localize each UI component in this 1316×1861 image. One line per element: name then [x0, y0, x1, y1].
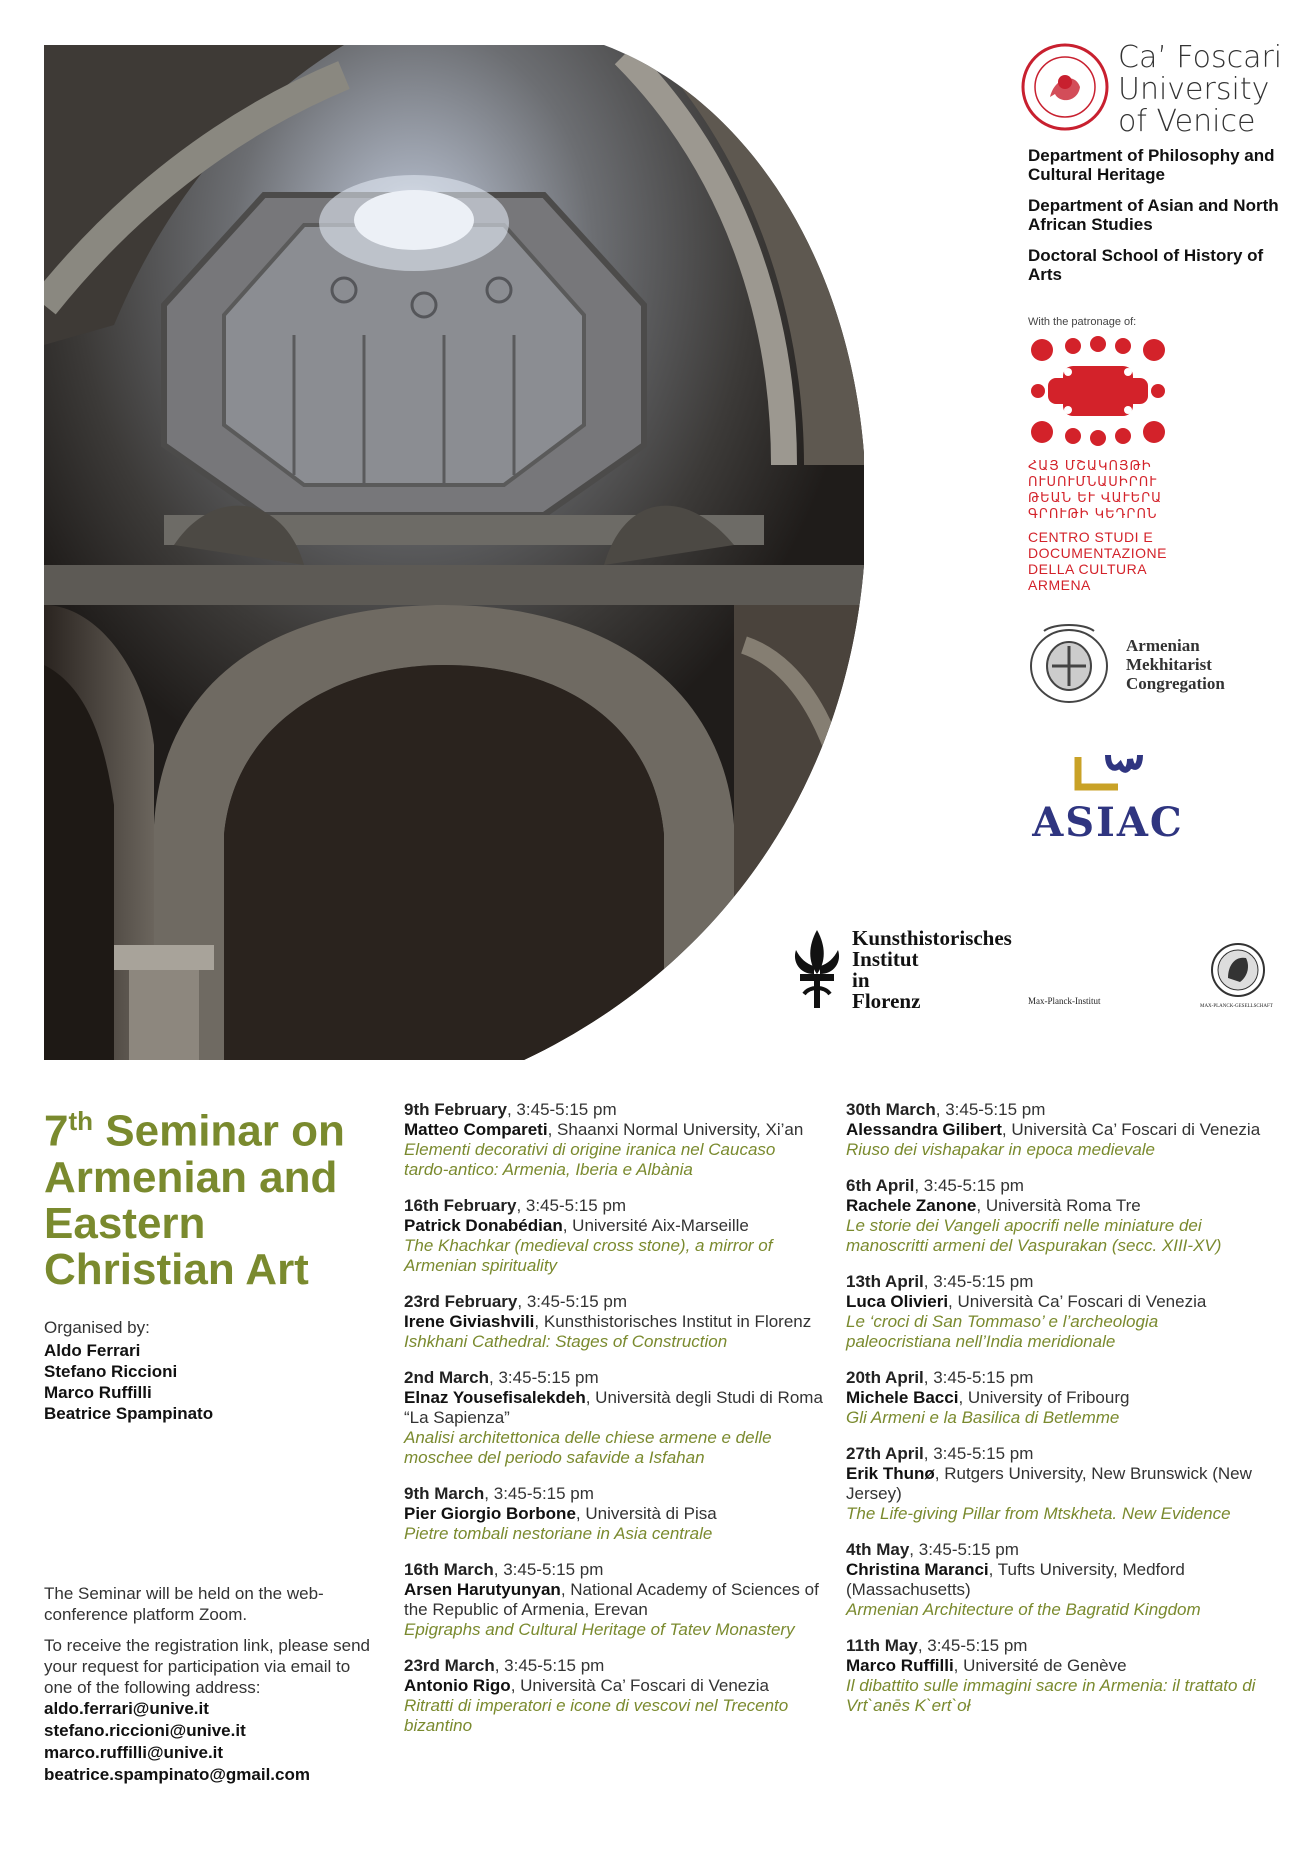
event-time: , 3:45-5:15 pm: [935, 1100, 1046, 1119]
event-title: Armenian Architecture of the Bagratid Kingdom: [846, 1600, 1201, 1619]
asiac-emblem-icon: [1068, 747, 1148, 797]
event-affiliation: , Università Roma Tre: [976, 1196, 1141, 1215]
doctoral-school: Doctoral School of History of Arts: [1028, 246, 1264, 284]
event-date: 30th March: [846, 1100, 936, 1119]
event-affiliation: , Université Aix-Marseille: [562, 1216, 749, 1235]
event-date: 23rd February: [404, 1292, 518, 1311]
event-title: Gli Armeni e la Basilica di Betlemme: [846, 1408, 1120, 1427]
event-date: 11th May: [846, 1636, 918, 1655]
schedule-event: [404, 1196, 824, 1276]
csdca-italian-line: ARMENA: [1028, 577, 1091, 593]
event-speaker: Matteo Compareti: [404, 1120, 548, 1139]
event-date: 6th April: [846, 1176, 915, 1195]
event-affiliation: , Università Ca’ Foscari di Venezia: [1001, 1120, 1261, 1139]
mekhitarist-logo: [1024, 621, 1300, 707]
csdca-italian-line: DELLA CULTURA: [1028, 561, 1148, 577]
event-date: 9th March: [404, 1484, 485, 1503]
organisers-label: Organised by:: [44, 1318, 150, 1337]
event-affiliation: , National Academy of Sciences of the Republic of Armenia, Erevan: [404, 1580, 819, 1619]
department-asian-studies: Department of Asian and North African Studies: [1028, 196, 1279, 234]
khi-name-line: Institut: [852, 947, 919, 971]
mekhitarist-name: [1126, 636, 1225, 693]
schedule-event: [404, 1368, 824, 1468]
unive-name-line: University: [1118, 72, 1270, 107]
event-date: 13th April: [846, 1272, 924, 1291]
event-title: The Khachkar (medieval cross stone), a mirror of Armenian spirituality: [404, 1236, 773, 1275]
khi-name-line: in: [852, 968, 870, 992]
event-title: Le ‘croci di San Tommaso’ e l’archeologia paleocristiana nell’India meridionale: [846, 1312, 1159, 1351]
khi-name-line: Kunsthistorisches: [852, 926, 1012, 950]
church-dome-photo: [44, 45, 864, 1060]
event-affiliation: , Université de Genève: [953, 1656, 1127, 1675]
event-speaker: Christina Maranci: [846, 1560, 989, 1579]
event-time: , 3:45-5:15 pm: [484, 1484, 594, 1503]
event-date: 27th April: [846, 1444, 924, 1463]
event-time: , 3:45-5:15 pm: [917, 1636, 1028, 1655]
event-speaker: Alessandra Gilibert: [846, 1120, 1002, 1139]
event-speaker: Rachele Zanone: [846, 1196, 977, 1215]
organiser-name: Aldo Ferrari: [44, 1341, 141, 1360]
event-speaker: Luca Olivieri: [846, 1292, 949, 1311]
schedule-event: [404, 1656, 824, 1736]
schedule-event: [846, 1540, 1266, 1620]
event-time: , 3:45-5:15 pm: [506, 1100, 617, 1119]
event-time: , 3:45-5:15 pm: [914, 1176, 1024, 1195]
event-time: , 3:45-5:15 pm: [923, 1272, 1034, 1291]
event-speaker: Elnaz Yousefisalekdeh: [404, 1388, 586, 1407]
organiser-name: Beatrice Spampinato: [44, 1404, 214, 1423]
csdca-armenian-line: ՈՒՍՈՒՄՆԱՍԻՐՈՒ: [1028, 475, 1158, 490]
schedule-event: [846, 1444, 1266, 1524]
csdca-logo: [1028, 336, 1300, 593]
event-title: The Life-giving Pillar from Mtskheta. New Evidence: [846, 1504, 1231, 1523]
event-speaker: Arsen Harutyunyan: [404, 1580, 561, 1599]
event-speaker: Patrick Donabédian: [404, 1216, 563, 1235]
department-philosophy: Department of Philosophy and Cultural Heritage: [1028, 146, 1275, 184]
event-speaker: Erik Thunø: [846, 1464, 935, 1483]
organisers-list: [44, 1340, 213, 1424]
event-title: Ishkhani Cathedral: Stages of Construction: [404, 1332, 728, 1351]
event-time: , 3:45-5:15 pm: [923, 1444, 1034, 1463]
schedule-event: [404, 1100, 824, 1180]
event-time: , 3:45-5:15 pm: [489, 1368, 599, 1387]
email-link[interactable]: aldo.ferrari@unive.it: [44, 1699, 209, 1718]
logos-column: [1020, 42, 1300, 844]
schedule-event: [846, 1368, 1266, 1428]
event-title: Le storie dei Vangeli apocrifi nelle miniature dei manoscritti armeni del Vaspurakan (secc. XIII-XV): [846, 1216, 1222, 1255]
csdca-italian-line: CENTRO STUDI E: [1028, 529, 1154, 545]
event-affiliation: , Kunsthistorisches Institut in Florenz: [534, 1312, 812, 1331]
patronage-label: With the patronage of:: [1028, 316, 1137, 328]
csdca-armenian-line: ՀԱՅ ՄՇԱԿՈՅԹԻ: [1028, 459, 1152, 474]
organiser-name: Marco Ruffilli: [44, 1383, 152, 1402]
mekhitarist-name-line: Congregation: [1126, 673, 1225, 693]
unive-logo: [1020, 42, 1300, 138]
event-date: 4th May: [846, 1540, 910, 1559]
event-date: 9th February: [404, 1100, 507, 1119]
schedule-event: [846, 1636, 1266, 1716]
event-title: Analisi architettonica delle chiese armene e delle moschee del periodo safavide a Isfahan: [404, 1428, 772, 1467]
khi-logo-row: [790, 928, 1310, 1018]
event-time: , 3:45-5:15 pm: [923, 1368, 1034, 1387]
event-time: , 3:45-5:15 pm: [494, 1656, 605, 1675]
event-speaker: Pier Giorgio Borbone: [404, 1504, 576, 1523]
event-date: 2nd March: [404, 1368, 490, 1387]
csdca-italian-line: DOCUMENTAZIONE: [1028, 545, 1167, 561]
event-speaker: Marco Ruffilli: [846, 1656, 954, 1675]
mekhitarist-name-line: Mekhitarist: [1126, 654, 1212, 674]
organiser-name: Stefano Riccioni: [44, 1362, 178, 1381]
unive-name-line: Ca’ Foscari: [1118, 40, 1283, 75]
event-title: Elementi decorativi di origine iranica nel Caucaso tardo-antico: Armenia, Iberia e Albània: [404, 1140, 776, 1179]
fleur-de-lis-icon: [790, 928, 844, 1010]
schedule-event: [846, 1272, 1266, 1352]
email-link[interactable]: stefano.riccioni@unive.it: [44, 1721, 246, 1740]
csdca-italian-text: [1028, 529, 1300, 593]
event-time: , 3:45-5:15 pm: [493, 1560, 604, 1579]
event-date: 16th February: [404, 1196, 517, 1215]
event-title: Il dibattito sulle immagini sacre in Armenia: il trattato di Vrt`anēs K`ert`oł: [846, 1676, 1256, 1715]
schedule-column-2: [846, 1100, 1266, 1732]
event-affiliation: , Rutgers University, New Brunswick (New Jersey): [846, 1464, 1252, 1503]
event-time: , 3:45-5:15 pm: [909, 1540, 1019, 1559]
mpi-label: Max-Planck-Institut: [1028, 996, 1101, 1006]
csdca-armenian-line: ԳՐՈՒԹԻ ԿԵԴՐՈՆ: [1028, 507, 1158, 522]
unive-seal-icon: [1020, 42, 1110, 132]
platform-text: The Seminar will be held on the web-conference platform Zoom.: [44, 1584, 324, 1624]
info-block: [44, 1583, 374, 1786]
event-affiliation: , Università Ca’ Foscari di Venezia: [948, 1292, 1207, 1311]
asiac-logo: [1028, 747, 1188, 844]
event-affiliation: , Shaanxi Normal University, Xi’an: [547, 1120, 804, 1139]
mpg-label: MAX-PLANCK-GESELLSCHAFT: [1200, 1004, 1273, 1009]
schedule-event: [404, 1292, 824, 1352]
asiac-wordmark: ASIAC: [1032, 799, 1184, 846]
event-title: Riuso dei vishapakar in epoca medievale: [846, 1140, 1156, 1159]
email-link[interactable]: beatrice.spampinato@gmail.com: [44, 1765, 310, 1784]
event-title: Pietre tombali nestoriane in Asia centrale: [404, 1524, 713, 1543]
event-time: , 3:45-5:15 pm: [517, 1292, 628, 1311]
minerva-icon: [1210, 942, 1266, 998]
title-ordinal: 7: [44, 1106, 69, 1156]
schedule-event: [404, 1560, 824, 1640]
csdca-armenian-text: [1028, 459, 1300, 523]
event-title: Epigraphs and Cultural Heritage of Tatev Monastery: [404, 1620, 795, 1639]
email-link[interactable]: marco.ruffilli@unive.it: [44, 1743, 224, 1762]
event-date: 23rd March: [404, 1656, 495, 1675]
event-title: Ritratti di imperatori e icone di vescovi nel Trecento bizantino: [404, 1696, 789, 1735]
unive-name-line: of Venice: [1118, 104, 1256, 139]
event-speaker: Michele Bacci: [846, 1388, 959, 1407]
event-date: 20th April: [846, 1368, 924, 1387]
event-time: , 3:45-5:15 pm: [516, 1196, 627, 1215]
schedule-column-1: [404, 1100, 824, 1752]
khi-name-line: Florenz: [852, 989, 921, 1013]
schedule-event: [846, 1100, 1266, 1160]
event-date: 16th March: [404, 1560, 494, 1579]
mekhitarist-name-line: Armenian: [1126, 635, 1200, 655]
schedule-event: [404, 1484, 824, 1544]
title-ordinal-suffix: th: [68, 1106, 94, 1136]
unive-name: [1118, 42, 1282, 138]
title-text: Seminar on Armenian and Eastern Christian Art: [44, 1106, 345, 1294]
event-affiliation: , Università Ca’ Foscari di Venezia: [510, 1676, 769, 1695]
email-list: [44, 1698, 374, 1786]
csdca-emblem-icon: [1028, 336, 1168, 446]
event-affiliation: , Università degli Studi di Roma “La Sapienza”: [404, 1388, 823, 1427]
khi-name: [852, 928, 1012, 1012]
registration-text: To receive the registration link, please send your request for participation via email to one of the following address:: [44, 1636, 371, 1697]
seminar-title: [44, 1098, 374, 1293]
schedule-event: [846, 1176, 1266, 1256]
csdca-armenian-line: ԹԵԱՆ ԵՒ ՎԱՒԵՐԱ: [1028, 491, 1163, 506]
event-affiliation: , Tufts University, Medford (Massachusetts): [846, 1560, 1185, 1599]
event-speaker: Antonio Rigo: [404, 1676, 511, 1695]
event-affiliation: , Università di Pisa: [575, 1504, 717, 1523]
mekhitarist-crest-icon: [1024, 621, 1114, 707]
event-speaker: Irene Giviashvili: [404, 1312, 535, 1331]
event-affiliation: , University of Fribourg: [958, 1388, 1130, 1407]
